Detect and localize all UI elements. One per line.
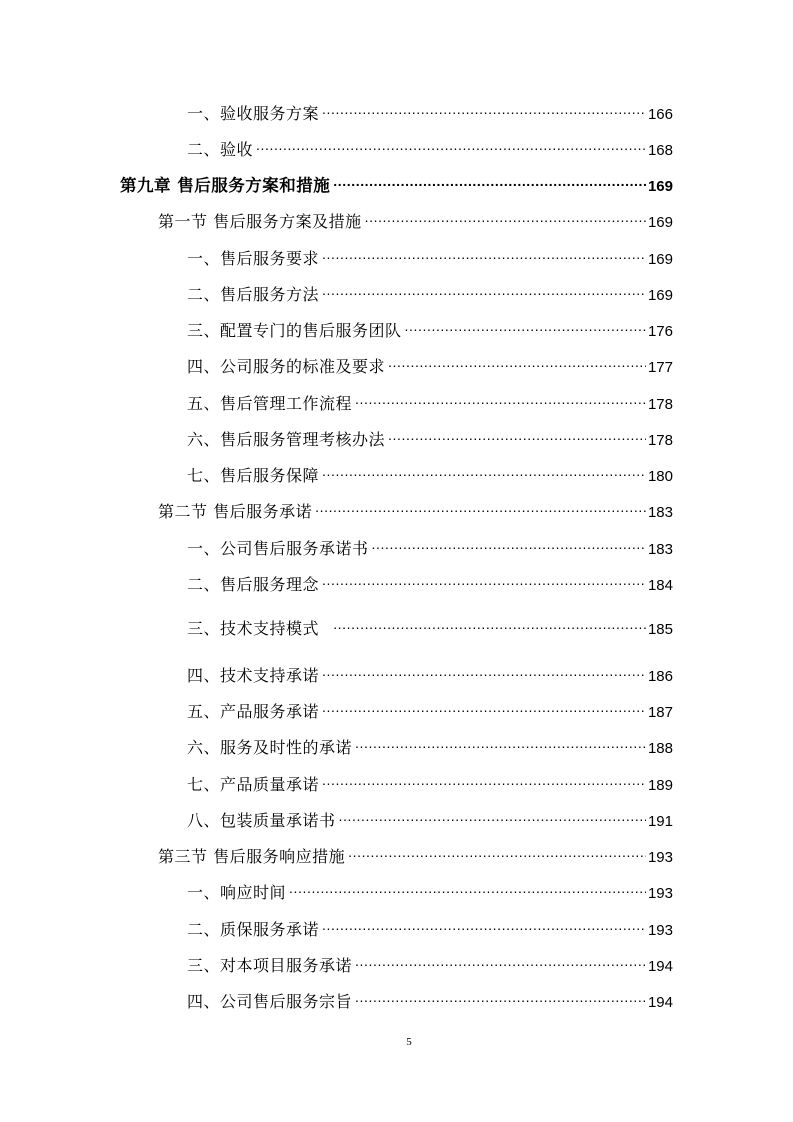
toc-entry-label: 第一节 售后服务方案及措施 [158, 212, 362, 231]
toc-entry[interactable] [187, 614, 673, 640]
toc-section-3[interactable] [158, 842, 673, 868]
toc-entry-page: 176 [647, 323, 673, 340]
toc-entry-page: 186 [647, 668, 673, 685]
toc-entry-page: 184 [647, 577, 673, 594]
dot-leader [355, 951, 646, 971]
toc-entry[interactable] [187, 770, 673, 796]
dot-leader [355, 733, 646, 753]
dot-leader [372, 534, 646, 554]
toc-entry-page: 178 [647, 396, 673, 413]
toc-entry-page: 191 [647, 813, 673, 830]
toc-entry-page: 169 [647, 214, 673, 231]
toc-entry-label: 三、对本项目服务承诺 [187, 956, 353, 975]
toc-entry-page: 166 [647, 106, 673, 123]
dot-leader [322, 570, 646, 590]
toc-entry-label: 一、售后服务要求 [187, 249, 320, 268]
toc-entry-label: 四、公司服务的标准及要求 [187, 357, 386, 376]
toc-entry-page: 183 [647, 504, 673, 521]
toc-entry-label: 一、验收服务方案 [187, 104, 320, 123]
toc-entry-label: 二、售后服务方法 [187, 285, 320, 304]
toc-entry-label: 八、包装质量承诺书 [187, 811, 336, 830]
toc-entry-acceptance-plan[interactable] [187, 99, 673, 125]
toc-entry-page: 178 [647, 432, 673, 449]
toc-entry-label: 五、售后管理工作流程 [187, 394, 353, 413]
dot-leader [355, 987, 646, 1007]
toc-entry-page: 180 [647, 468, 673, 485]
dot-leader [289, 878, 646, 898]
toc-entry-label: 一、公司售后服务承诺书 [187, 539, 369, 558]
toc-entry[interactable] [187, 697, 673, 723]
toc-entry-label: 四、技术支持承诺 [187, 666, 320, 685]
dot-leader [322, 99, 646, 119]
toc-entry-page: 169 [647, 251, 673, 268]
toc-entry-page: 194 [647, 994, 673, 1011]
dot-leader [348, 842, 646, 862]
toc-entry[interactable] [187, 570, 673, 596]
toc-entry[interactable] [187, 389, 673, 415]
dot-leader [256, 135, 646, 155]
dot-leader [405, 316, 646, 336]
toc-entry[interactable] [187, 661, 673, 687]
toc-entry-label: 二、质保服务承诺 [187, 920, 320, 939]
dot-leader [315, 497, 646, 517]
toc-entry[interactable] [187, 534, 673, 560]
toc-entry-label: 七、产品质量承诺 [187, 775, 320, 794]
page-number: 5 [406, 1036, 412, 1048]
toc-entry-page: 193 [647, 922, 673, 939]
toc-entry-label: 七、售后服务保障 [187, 466, 320, 485]
toc-entry[interactable] [187, 316, 673, 342]
toc-entry-label: 第三节 售后服务响应措施 [158, 847, 346, 866]
toc-entry[interactable] [187, 461, 673, 487]
dot-leader [322, 280, 646, 300]
dot-leader [355, 389, 646, 409]
toc-entry-label: 二、售后服务理念 [187, 575, 320, 594]
toc-entry[interactable] [187, 280, 673, 306]
toc-entry[interactable] [187, 951, 673, 977]
toc-entry-page: 168 [647, 142, 673, 159]
toc-entry-page: 183 [647, 541, 673, 558]
toc-entry-label: 第九章 售后服务方案和措施 [120, 176, 331, 195]
dot-leader [333, 614, 646, 634]
toc-entry-label: 二、验收 [187, 140, 254, 159]
toc-entry-label: 三、技术支持模式 [187, 619, 331, 638]
toc-entry-label: 三、配置专门的售后服务团队 [187, 321, 402, 340]
toc-entry[interactable] [187, 352, 673, 378]
toc-entry-label: 四、公司售后服务宗旨 [187, 992, 353, 1011]
dot-leader [322, 244, 646, 264]
dot-leader [388, 352, 646, 372]
toc-entry-page: 187 [647, 704, 673, 721]
dot-leader [333, 171, 646, 191]
dot-leader [322, 461, 646, 481]
toc-entry[interactable] [187, 878, 673, 904]
toc-entry-label: 六、售后服务管理考核办法 [187, 430, 386, 449]
toc-entry-page: 169 [647, 287, 673, 304]
toc-entry[interactable] [187, 244, 673, 270]
toc-entry-page: 185 [647, 621, 673, 638]
toc-entry[interactable] [187, 915, 673, 941]
toc-entry[interactable] [187, 987, 673, 1013]
toc-entry[interactable] [187, 806, 673, 832]
toc-entry[interactable] [187, 733, 673, 759]
toc-entry-label: 五、产品服务承诺 [187, 702, 320, 721]
dot-leader [365, 207, 646, 227]
toc-entry-acceptance[interactable] [187, 135, 673, 161]
dot-leader [322, 770, 646, 790]
toc-entry-page: 193 [647, 885, 673, 902]
dot-leader [388, 425, 646, 445]
toc-entry-page: 177 [647, 359, 673, 376]
dot-leader [339, 806, 646, 826]
toc-chapter-9[interactable] [120, 171, 673, 197]
toc-entry-page: 194 [647, 958, 673, 975]
dot-leader [322, 661, 646, 681]
toc-section-2[interactable] [158, 497, 673, 523]
toc-entry-page: 169 [647, 178, 673, 195]
toc-section-1[interactable] [158, 207, 673, 233]
toc-entry-label: 六、服务及时性的承诺 [187, 738, 353, 757]
toc-entry-page: 193 [647, 849, 673, 866]
toc-entry-label: 一、响应时间 [187, 883, 287, 902]
toc-entry-page: 189 [647, 777, 673, 794]
toc-entry-label: 第二节 售后服务承诺 [158, 502, 313, 521]
dot-leader [322, 915, 646, 935]
toc-entry-page: 188 [647, 740, 673, 757]
dot-leader [322, 697, 646, 717]
toc-entry[interactable] [187, 425, 673, 451]
